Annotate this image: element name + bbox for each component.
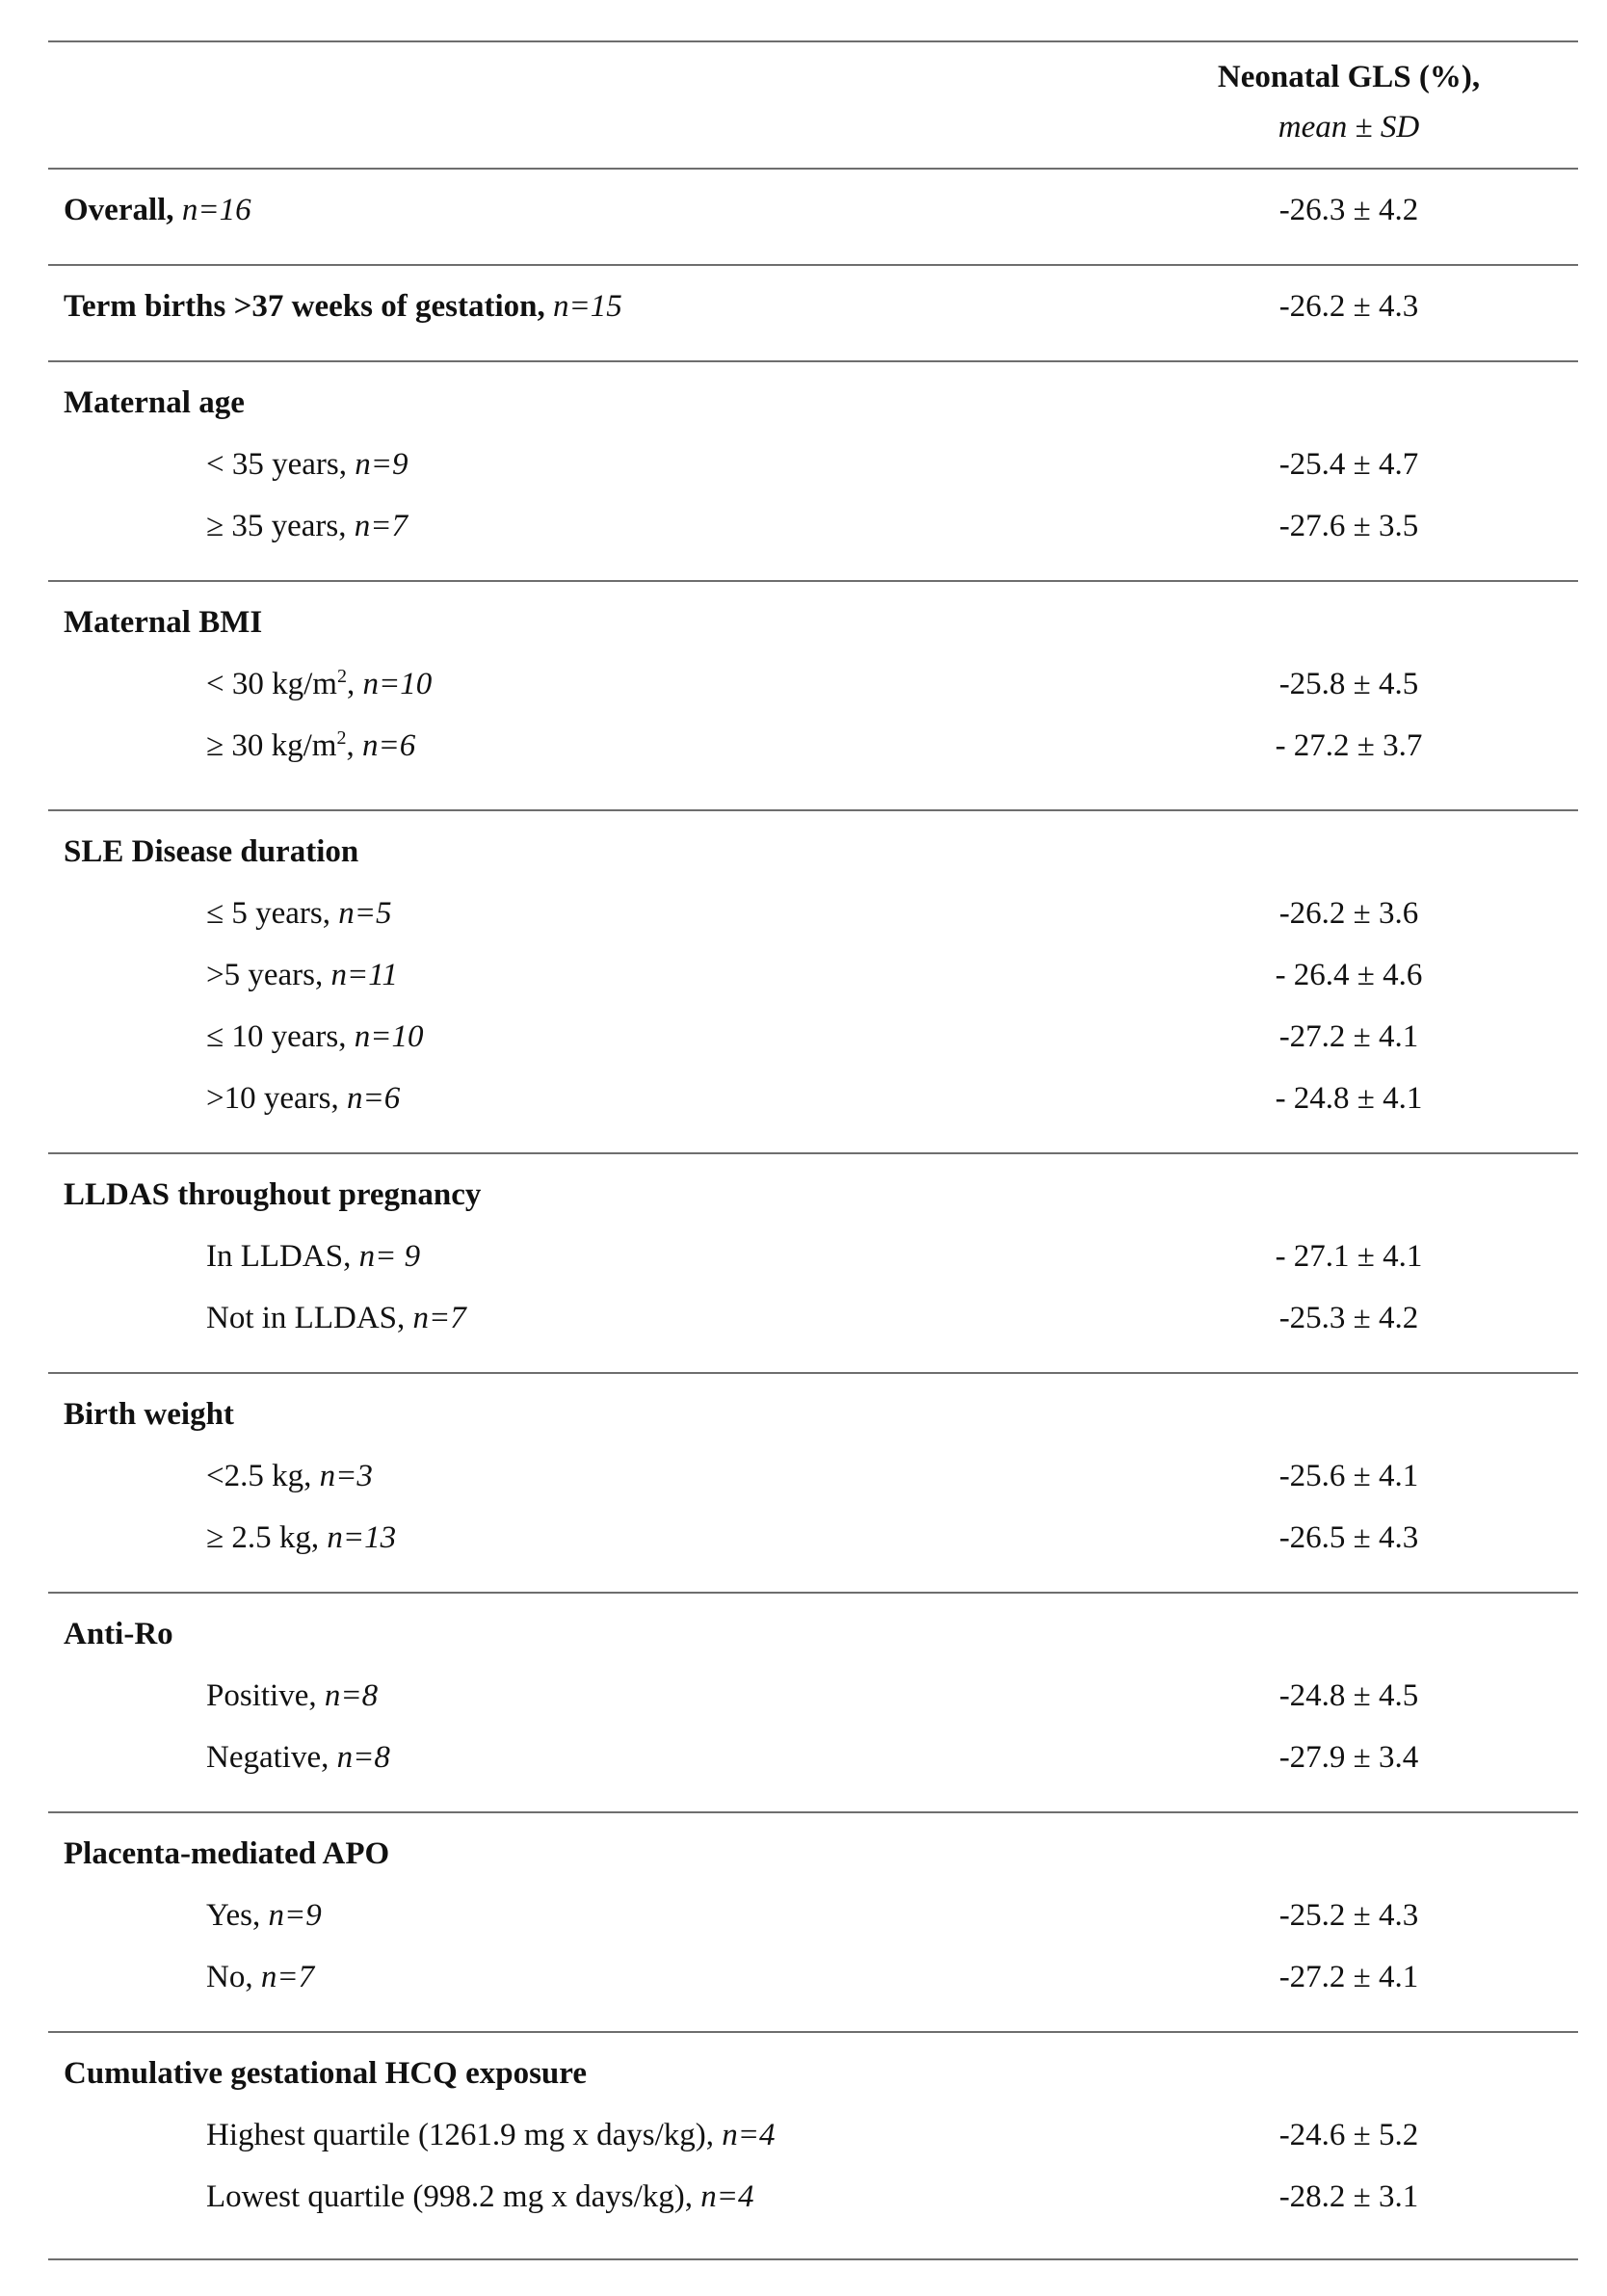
row-label-text: Lowest quartile (998.2 mg x days/kg), [206,2179,701,2214]
gls-value: - 27.2 ± 3.7 [1275,728,1423,763]
row-label-text: Negative, [206,1740,337,1775]
row-label-suffix: , [346,667,363,701]
sample-size: n=11 [330,958,398,992]
table-row [48,726,1578,765]
group-heading-row [48,1395,1578,1434]
gls-value: -26.2 ± 4.3 [1278,289,1419,324]
group-heading-row [48,1615,1578,1653]
table-rule [48,1592,1578,1594]
table-row [48,1738,1578,1777]
row-label [206,956,398,994]
row-label-text: < 35 years, [206,447,356,482]
superscript: 2 [336,727,347,749]
table-row [48,1079,1578,1118]
gls-value: -26.5 ± 4.3 [1278,1520,1419,1555]
row-label [64,2054,587,2093]
row-label [64,383,245,422]
gls-value: -27.9 ± 3.4 [1278,1740,1419,1775]
gls-value: -27.6 ± 3.5 [1278,509,1419,543]
row-label [206,1079,400,1118]
row-label-text: <2.5 kg, [206,1459,320,1493]
row-label-text: >10 years, [206,1081,347,1116]
sample-size: n=3 [319,1459,373,1493]
sample-size: n=4 [722,2118,776,2152]
gls-value: -24.8 ± 4.5 [1278,1678,1419,1713]
row-label [64,191,251,229]
table-row [48,507,1578,545]
group-heading-row [48,1175,1578,1214]
row-label [64,832,358,871]
row-label-text: LLDAS throughout pregnancy [64,1177,482,1212]
row-label-text: Placenta-mediated APO [64,1836,390,1871]
sample-size: n=8 [324,1678,379,1713]
row-label-text: ≤ 5 years, [206,896,339,931]
row-label [206,1299,466,1337]
row-label [206,1676,378,1715]
column-header-subtitle: mean ± SD [1278,110,1420,145]
gls-value: -25.4 ± 4.7 [1278,447,1419,482]
row-label-text: In LLDAS, [206,1239,359,1274]
table-rule [48,580,1578,582]
gls-value: -27.2 ± 4.1 [1278,1960,1419,1994]
sample-size: n= 9 [358,1239,421,1274]
table-rule [48,40,1578,42]
row-label-suffix: , [346,728,362,763]
row-label [64,1834,389,1873]
summary-row [48,287,1578,326]
row-label [206,1237,420,1276]
sample-size: n=10 [362,667,433,701]
row-label-text: Anti-Ro [64,1617,173,1651]
row-label-text: Maternal BMI [64,605,263,640]
table-rule [48,1372,1578,1374]
sample-size: n=8 [336,1740,390,1775]
gls-value: -25.6 ± 4.1 [1278,1459,1419,1493]
table-row [48,665,1578,703]
sample-size: n=9 [355,447,408,482]
table-row [48,1676,1578,1715]
row-label [64,603,262,642]
gls-value: - 27.1 ± 4.1 [1275,1239,1423,1274]
sample-size: n=9 [268,1898,322,1933]
group-heading-row [48,603,1578,642]
table-row [48,956,1578,994]
table-row [48,1017,1578,1056]
row-label-text: >5 years, [206,958,331,992]
sample-size: n=10 [354,1019,424,1054]
group-heading-row [48,383,1578,422]
superscript: 2 [336,666,347,687]
gls-value: - 24.8 ± 4.1 [1275,1081,1423,1116]
table-rule [48,1811,1578,1813]
row-label [206,445,408,484]
table-row [48,1457,1578,1495]
sample-size: n=15 [552,289,622,324]
column-header-title: Neonatal GLS (%), [1217,60,1481,94]
row-label-text: SLE Disease duration [64,834,359,869]
table-rule [48,264,1578,266]
row-label-text: Maternal age [64,385,245,420]
row-label [206,894,392,933]
row-label-text: Not in LLDAS, [206,1301,413,1335]
table-row [48,1299,1578,1337]
row-label-text: Term births >37 weeks of gestation, [64,289,553,324]
row-label [206,1958,314,1996]
sample-size: n=13 [327,1520,397,1555]
row-label-text: Yes, [206,1898,269,1933]
sample-size: n=6 [347,1081,401,1116]
group-heading-row [48,2054,1578,2093]
row-label [206,1518,396,1557]
row-label [206,726,415,765]
row-label-text: ≥ 30 kg/m [206,728,337,763]
gls-value: -24.6 ± 5.2 [1278,2118,1419,2152]
gls-value: -26.2 ± 3.6 [1278,896,1419,931]
sample-size: n=16 [181,193,251,227]
row-label [64,287,622,326]
row-label-text: Overall, [64,193,182,227]
table-rule [48,809,1578,811]
table-rule [48,2258,1578,2260]
row-label-text: Positive, [206,1678,325,1713]
row-label [64,1395,234,1434]
table-row [48,445,1578,484]
row-label [64,1615,173,1653]
row-label-text: Highest quartile (1261.9 mg x days/kg), [206,2118,723,2152]
row-label [206,665,432,703]
row-label-text: < 30 kg/m [206,667,337,701]
table-row [48,1896,1578,1935]
table-row [48,894,1578,933]
gls-value: -27.2 ± 4.1 [1278,1019,1419,1054]
row-label [206,1896,322,1935]
row-label [206,2116,776,2154]
gls-value: -25.3 ± 4.2 [1278,1301,1419,1335]
row-label-text: Birth weight [64,1397,234,1432]
group-heading-row [48,832,1578,871]
sample-size: n=7 [412,1301,466,1335]
gls-value: -28.2 ± 3.1 [1278,2179,1419,2214]
table-row [48,1237,1578,1276]
table-row [48,1958,1578,1996]
row-label [206,2177,754,2216]
group-heading-row [48,1834,1578,1873]
sample-size: n=5 [338,896,392,931]
table-rule [48,2031,1578,2033]
row-label-text: Cumulative gestational HCQ exposure [64,2056,587,2091]
row-label [206,1457,373,1495]
sample-size: n=7 [354,509,408,543]
row-label-text: ≥ 35 years, [206,509,355,543]
table-row [48,2177,1578,2216]
gls-value: -26.3 ± 4.2 [1278,193,1419,227]
table-row [48,1518,1578,1557]
gls-value: -25.2 ± 4.3 [1278,1898,1419,1933]
summary-row [48,191,1578,229]
row-label [206,507,408,545]
gls-value: -25.8 ± 4.5 [1278,667,1419,701]
row-label [64,1175,481,1214]
row-label-text: ≥ 2.5 kg, [206,1520,328,1555]
row-label [206,1738,390,1777]
table-rule [48,168,1578,170]
sample-size: n=6 [361,728,416,763]
table-rule [48,360,1578,362]
table-row [48,2116,1578,2154]
row-label [206,1017,424,1056]
table-rule [48,1152,1578,1154]
gls-value: - 26.4 ± 4.6 [1275,958,1423,992]
sample-size: n=4 [700,2179,754,2214]
row-label-text: ≤ 10 years, [206,1019,355,1054]
row-label-text: No, [206,1960,261,1994]
sample-size: n=7 [260,1960,315,1994]
